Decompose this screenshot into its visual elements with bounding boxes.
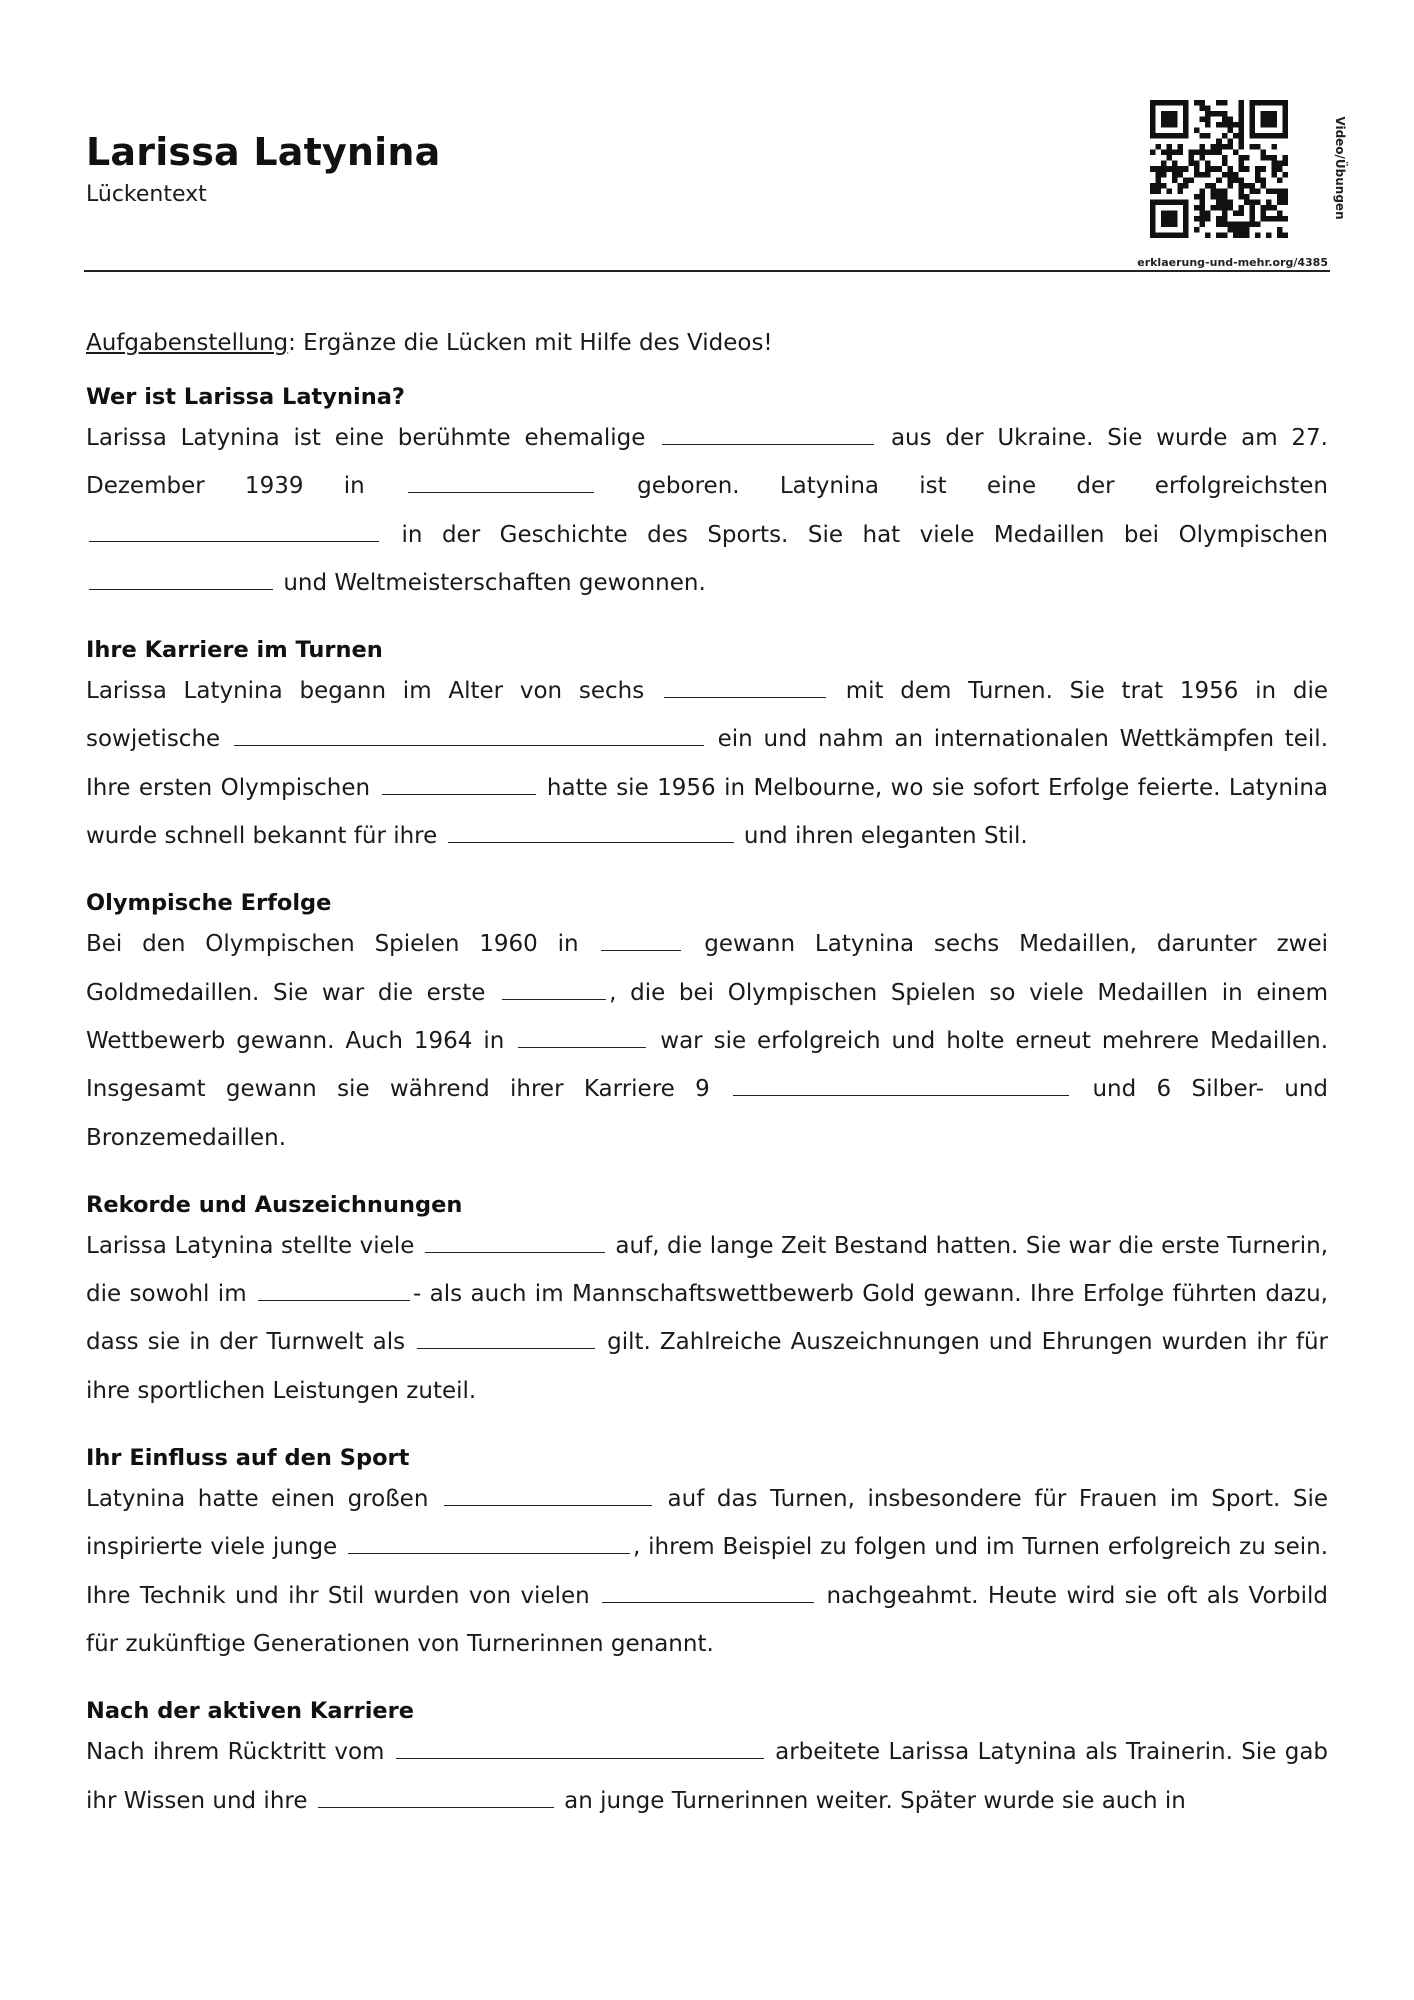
- qr-url[interactable]: erklaerung-und-mehr.org/4385: [1137, 256, 1328, 269]
- section-text: [86, 1475, 1328, 1668]
- text-segment: nachgeahmt. Heute wird sie oft als Vorbild für zukünftige Generationen von Turnerinnen genannt.: [86, 1582, 1329, 1657]
- section-text: [86, 667, 1328, 860]
- instruction-label: Aufgabenstellung: [86, 330, 289, 356]
- section-heading: Olympische Erfolge: [86, 890, 332, 917]
- text-segment: Nach ihrem Rücktritt vom: [86, 1739, 385, 1766]
- text-segment: mit dem Turnen. Sie trat 1956 in die sowjetische: [86, 678, 1329, 753]
- text-segment: und Weltmeisterschaften gewonnen.: [283, 569, 706, 596]
- text-segment: gilt. Zahlreiche Auszeichnungen und Ehrungen wurden ihr für ihre sportlichen Leistungen zuteil.: [86, 1329, 1329, 1404]
- section-text: [86, 920, 1328, 1161]
- text-segment: und ihren eleganten Stil.: [743, 823, 1028, 850]
- page-title: Larissa Latynina: [86, 130, 441, 174]
- blank-field[interactable]: [318, 1806, 554, 1808]
- task-instruction: [86, 326, 1328, 360]
- text-segment: gewann Latynina sechs Medaillen, darunter zwei Goldmedaillen. Sie war die erste: [86, 931, 1329, 1006]
- section-einfluss: [86, 1441, 1328, 1668]
- section-rekorde: [86, 1188, 1328, 1415]
- text-segment: - als auch im Mannschaftswettbewerb Gold gewann. Ihre Erfolge führten dazu, dass sie in der Turnwelt als: [86, 1281, 1328, 1356]
- text-segment: auf, die lange Zeit Bestand hatten. Sie war die erste Turnerin, die sowohl im: [86, 1232, 1329, 1308]
- worksheet-content: [86, 326, 1328, 1851]
- text-segment: aus der Ukraine. Sie wurde am 27. Dezember 1939 in: [86, 425, 1328, 500]
- qr-side-label-text: Video/Übungen: [1333, 115, 1347, 220]
- section-heading: Ihr Einfluss auf den Sport: [86, 1445, 410, 1472]
- header-divider: [84, 270, 1330, 272]
- blank-field[interactable]: [89, 540, 379, 542]
- section-heading: Rekorde und Auszeichnungen: [86, 1191, 463, 1218]
- text-segment: , ihrem Beispiel zu folgen und im Turnen erfolgreich zu sein. Ihre Technik und ihr Stil wurden von vielen: [86, 1534, 1329, 1609]
- qr-side-label: [1333, 110, 1347, 225]
- section-text: [86, 1728, 1328, 1825]
- text-segment: Larissa Latynina begann im Alter von sechs: [86, 678, 645, 705]
- blank-field[interactable]: [258, 1299, 410, 1301]
- qr-code-icon[interactable]: [1150, 100, 1288, 238]
- text-segment: ein und nahm an internationalen Wettkämpfen teil. Ihre ersten Olympischen: [86, 726, 1329, 801]
- section-text: [86, 1222, 1328, 1415]
- instruction-text: : Ergänze die Lücken mit Hilfe des Videos!: [288, 330, 773, 356]
- blank-field[interactable]: [502, 998, 606, 1000]
- section-heading: Wer ist Larissa Latynina?: [86, 384, 405, 410]
- blank-field[interactable]: [444, 1504, 652, 1506]
- section-text: [86, 414, 1328, 607]
- text-segment: hatte sie 1956 in Melbourne, wo sie sofort Erfolge feierte. Latynina wurde schnell bekannt für ihre: [86, 774, 1328, 850]
- text-segment: Larissa Latynina stellte viele: [86, 1232, 415, 1259]
- section-nach-karriere: [86, 1694, 1328, 1825]
- blank-field[interactable]: [662, 443, 874, 445]
- text-segment: auf das Turnen, insbesondere für Frauen im Sport. Sie inspirierte viele junge: [86, 1486, 1328, 1561]
- text-segment: und 6 Silber- und Bronzemedaillen.: [86, 1076, 1329, 1151]
- blank-field[interactable]: [664, 696, 826, 698]
- text-segment: in der Geschichte des Sports. Sie hat viele Medaillen bei Olympischen: [401, 521, 1329, 548]
- text-segment: Bei den Olympischen Spielen 1960 in: [86, 931, 579, 958]
- blank-field[interactable]: [425, 1251, 605, 1253]
- text-segment: an junge Turnerinnen weiter. Später wurde sie auch in: [564, 1787, 1186, 1814]
- blank-field[interactable]: [408, 491, 594, 493]
- blank-field[interactable]: [518, 1046, 646, 1048]
- section-heading: Ihre Karriere im Turnen: [86, 637, 383, 664]
- text-segment: Latynina hatte einen großen: [86, 1486, 429, 1513]
- text-segment: war sie erfolgreich und holte erneut mehrere Medaillen. Insgesamt gewann sie während ihrer Karriere 9: [86, 1027, 1329, 1103]
- blank-field[interactable]: [601, 949, 681, 951]
- blank-field[interactable]: [602, 1601, 814, 1603]
- blank-field[interactable]: [417, 1347, 595, 1349]
- blank-field[interactable]: [89, 588, 273, 590]
- blank-field[interactable]: [234, 744, 704, 746]
- section-olympische-erfolge: [86, 886, 1328, 1161]
- text-segment: , die bei Olympischen Spielen so viele Medaillen in einem Wettbewerb gewann. Auch 1964 in: [86, 979, 1328, 1054]
- section-karriere: [86, 633, 1328, 860]
- blank-field[interactable]: [733, 1094, 1069, 1096]
- page-subtitle: Lückentext: [86, 182, 207, 207]
- text-segment: geboren. Latynina ist eine der erfolgreichsten: [637, 473, 1329, 500]
- blank-field[interactable]: [382, 793, 536, 795]
- section-wer-ist: [86, 380, 1328, 607]
- text-segment: Larissa Latynina ist eine berühmte ehemalige: [86, 425, 646, 451]
- blank-field[interactable]: [396, 1757, 764, 1759]
- blank-field[interactable]: [448, 841, 734, 843]
- text-segment: arbeitete Larissa Latynina als Trainerin. Sie gab ihr Wissen und ihre: [86, 1739, 1329, 1814]
- blank-field[interactable]: [348, 1552, 630, 1554]
- section-heading: Nach der aktiven Karriere: [86, 1698, 415, 1725]
